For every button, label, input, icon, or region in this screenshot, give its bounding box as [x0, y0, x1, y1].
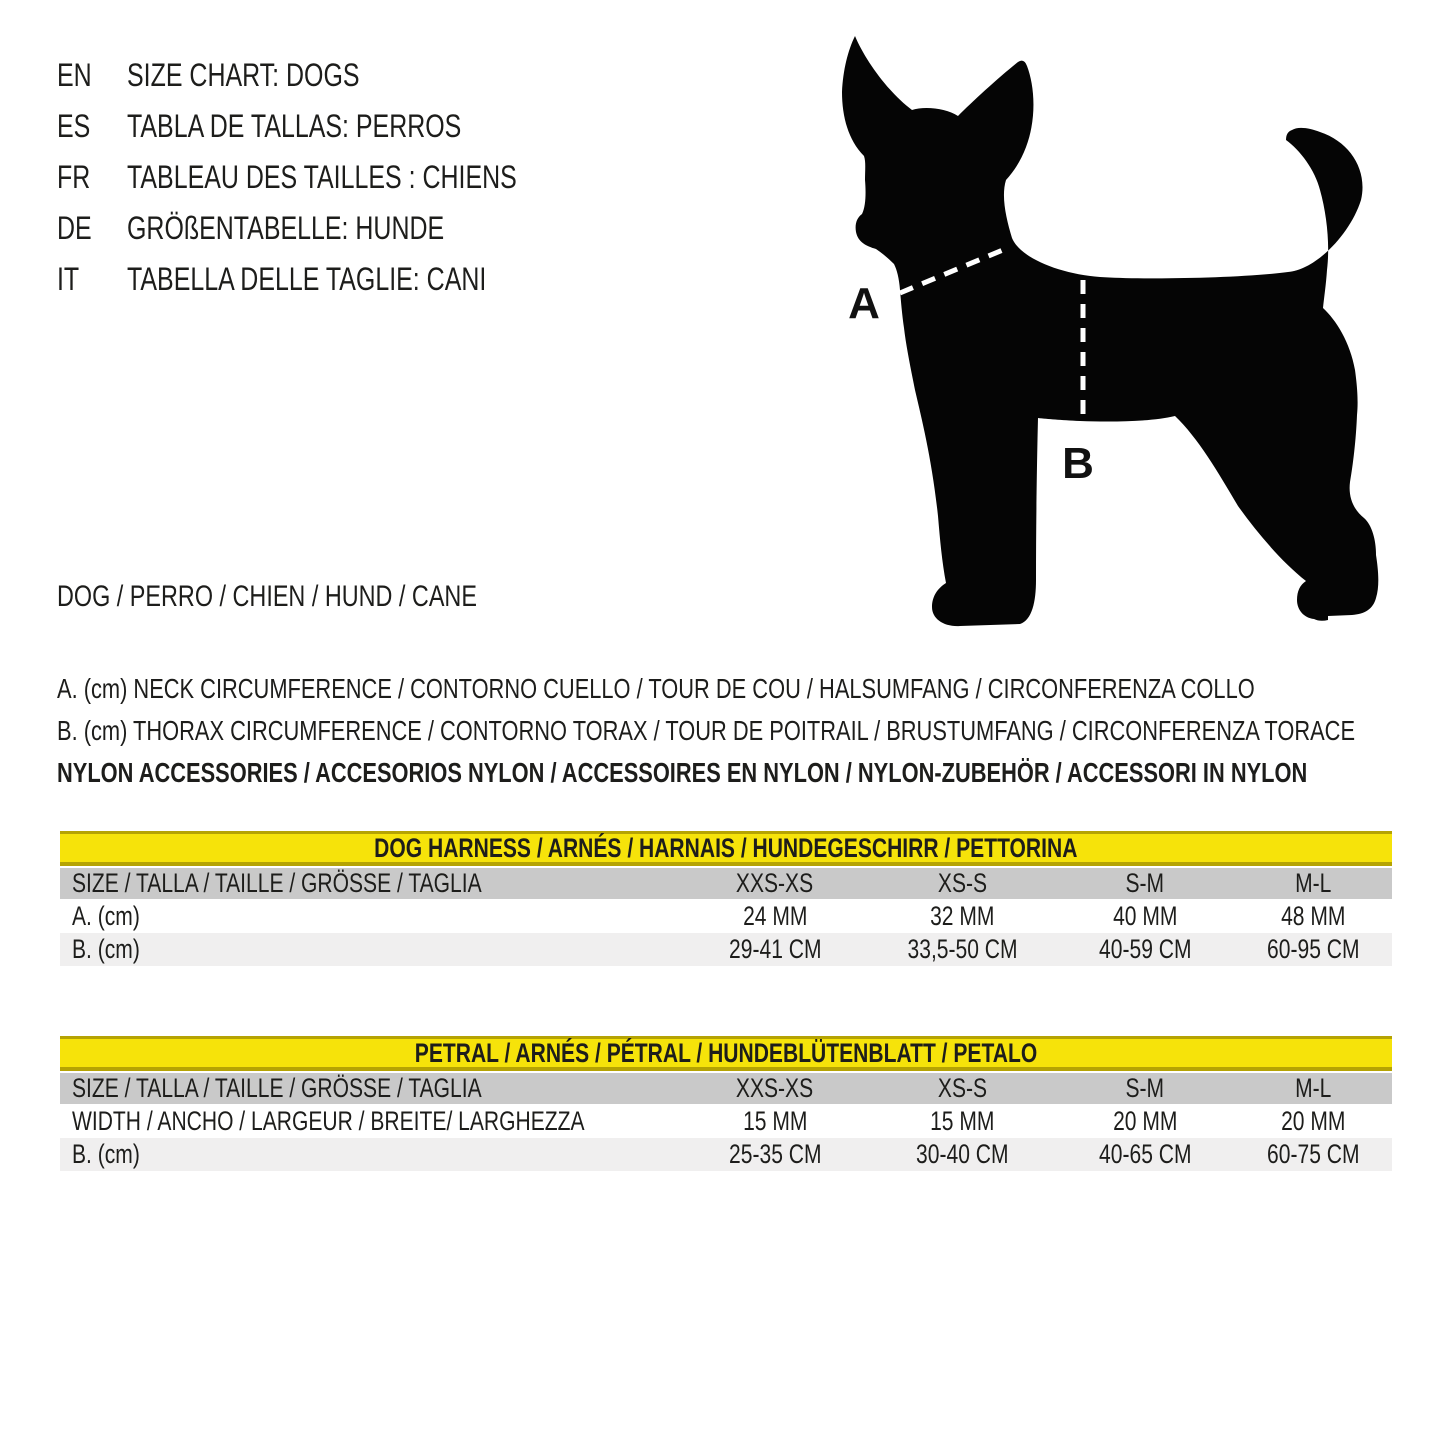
- table-title-band: [60, 1036, 1392, 1071]
- table-row: [60, 899, 1392, 933]
- value-cell: 25-35 CM: [728, 1139, 822, 1169]
- neck-note: A. (cm) NECK CIRCUMFERENCE / CONTORNO CUELLO / TOUR DE COU / HALSUMFANG / CIRCONFERENZA COLLO: [57, 673, 1255, 704]
- value-cell: 20 MM: [1112, 1105, 1178, 1136]
- size-column-header: XS-S: [937, 868, 988, 898]
- value-cell: 15 MM: [742, 1105, 808, 1136]
- row-label-cell: A. (cm): [72, 900, 140, 931]
- row-label-cell: WIDTH / ANCHO / LARGEUR / BREITE/ LARGHEZZA: [72, 1105, 585, 1136]
- value-cell: 29-41 CM: [728, 934, 822, 964]
- language-title: TABELLA DELLE TAGLIE: CANI: [127, 261, 487, 297]
- measurement-notes: [57, 668, 1445, 794]
- size-column-header: XXS-XS: [736, 1073, 814, 1103]
- dog-silhouette-figure: [820, 20, 1410, 640]
- value-cell: 48 MM: [1281, 900, 1346, 931]
- table-header-row: [60, 1073, 1392, 1104]
- size-label-cell: SIZE / TALLA / TAILLE / GRÖSSE / TAGLIA: [72, 868, 482, 898]
- value-cell: 30-40 CM: [916, 1139, 1009, 1169]
- petral-size-table: [60, 1036, 1392, 1171]
- language-code: DE: [57, 210, 92, 246]
- value-cell: 40-65 CM: [1098, 1139, 1192, 1169]
- size-column-header: XXS-XS: [736, 868, 814, 898]
- language-code: EN: [57, 57, 92, 93]
- size-column-header: M-L: [1295, 1073, 1332, 1103]
- value-cell: 33,5-50 CM: [907, 934, 1018, 964]
- materials-note: NYLON ACCESSORIES / ACCESORIOS NYLON / ACCESSOIRES EN NYLON / NYLON-ZUBEHÖR / ACCESSORI IN NYLON: [57, 757, 1308, 788]
- row-label-cell: B. (cm): [72, 1139, 140, 1169]
- size-column-header: M-L: [1295, 868, 1332, 898]
- size-column-header: S-M: [1125, 868, 1165, 898]
- table-row: [60, 1104, 1392, 1138]
- thorax-measure-label: B: [1062, 439, 1094, 488]
- size-label-cell: SIZE / TALLA / TAILLE / GRÖSSE / TAGLIA: [72, 1073, 482, 1103]
- size-column-header: XS-S: [937, 1073, 988, 1103]
- table-title: DOG HARNESS / ARNÉS / HARNAIS / HUNDEGESCHIRR / PETTORINA: [374, 833, 1078, 863]
- language-title: TABLEAU DES TAILLES : CHIENS: [127, 159, 517, 195]
- dog-caption: [57, 580, 595, 614]
- value-cell: 15 MM: [930, 1105, 995, 1136]
- dog-body-shape: [842, 36, 1378, 626]
- language-code: ES: [57, 108, 91, 144]
- table-title-band: [60, 831, 1392, 866]
- language-title: TABLA DE TALLAS: PERROS: [127, 108, 462, 144]
- language-code: IT: [57, 261, 80, 297]
- table-header-row: [60, 868, 1392, 899]
- row-label-cell: B. (cm): [72, 934, 140, 964]
- language-title: SIZE CHART: DOGS: [127, 57, 360, 93]
- value-cell: 60-75 CM: [1267, 1139, 1360, 1169]
- language-title: GRÖßENTABELLE: HUNDE: [127, 210, 445, 246]
- value-cell: 60-95 CM: [1267, 934, 1360, 964]
- table-row: [60, 933, 1392, 966]
- harness-size-table: [60, 831, 1392, 966]
- value-cell: 40 MM: [1112, 900, 1178, 931]
- thorax-note: B. (cm) THORAX CIRCUMFERENCE / CONTORNO TORAX / TOUR DE POITRAIL / BRUSTUMFANG / CIRCONFERENZA TORACE: [57, 715, 1356, 746]
- value-cell: 24 MM: [742, 900, 808, 931]
- dog-silhouette: [820, 20, 1410, 640]
- table-row: [60, 1138, 1392, 1171]
- dog-caption-text: DOG / PERRO / CHIEN / HUND / CANE: [57, 580, 477, 613]
- table-title: PETRAL / ARNÉS / PÉTRAL / HUNDEBLÜTENBLATT / PETALO: [414, 1038, 1038, 1068]
- value-cell: 20 MM: [1281, 1105, 1346, 1136]
- size-column-header: S-M: [1125, 1073, 1165, 1103]
- language-code: FR: [57, 159, 91, 195]
- neck-measure-label: A: [848, 279, 880, 328]
- value-cell: 32 MM: [930, 900, 995, 931]
- value-cell: 40-59 CM: [1098, 934, 1192, 964]
